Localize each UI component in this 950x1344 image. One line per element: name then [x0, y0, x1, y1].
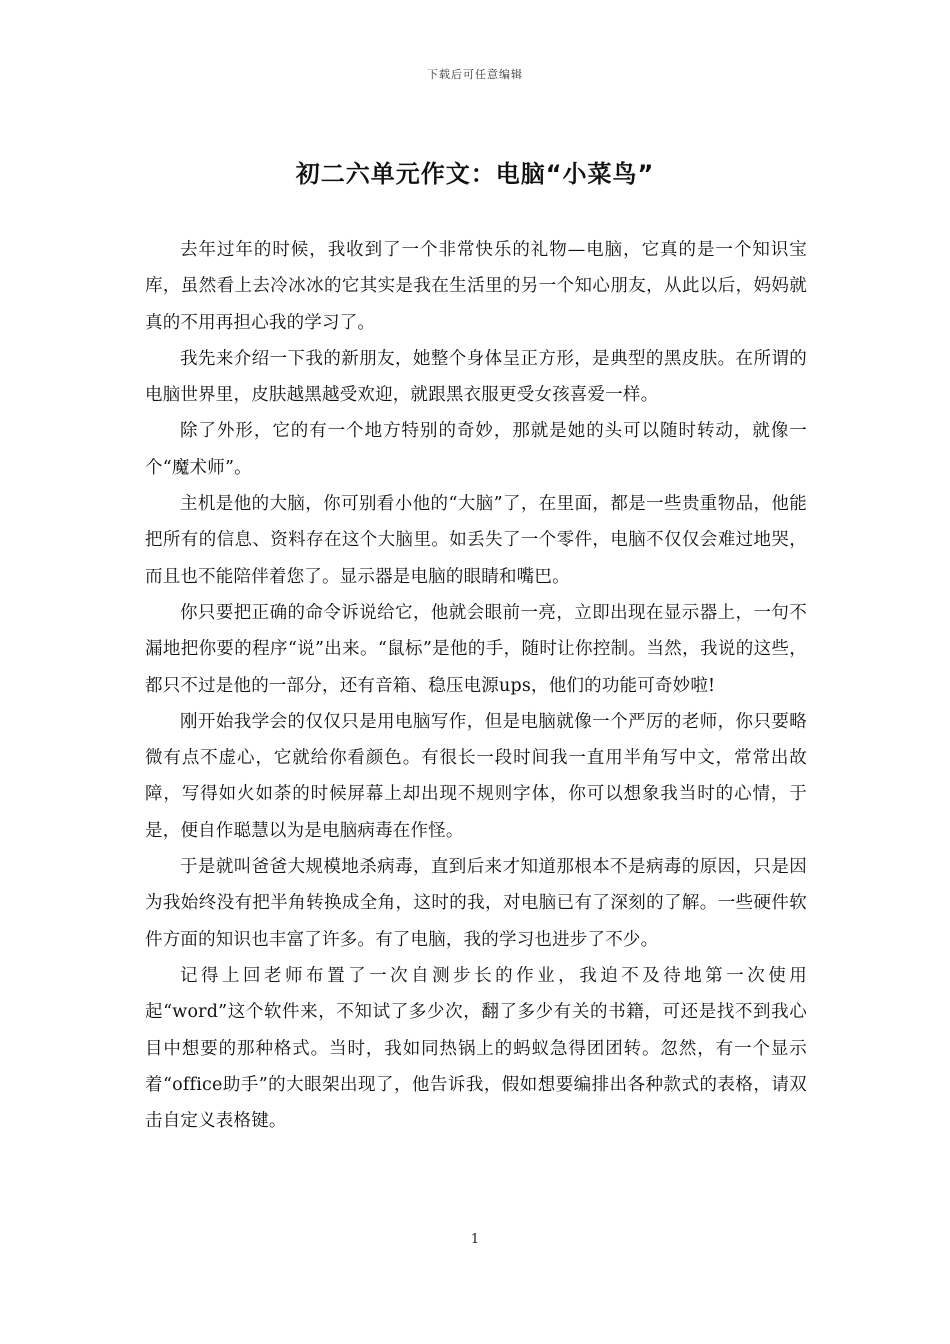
paragraph-1: 去年过年的时候，我收到了一个非常快乐的礼物—电脑，它真的是一个知识宝库，虽然看上去冷冰冰的它其实是我在生活里的另一个知心朋友，从此以后，妈妈就真的不用再担心我的学习了。 — [145, 240, 807, 333]
essay-body — [145, 232, 807, 1139]
paragraph-5: 你只要把正确的命令诉说给它，他就会眼前一亮，立即出现在显示器上，一句不漏地把你要的程序“说”出来。“鼠标”是他的手，随时让你控制。当然，我说的这些，都只不过是他的一部分，还有音箱、稳压电源ups，他们的功能可奇妙啦! — [145, 602, 807, 696]
paragraph-3: 除了外形，它的有一个地方特别的奇妙，那就是她的头可以随时转动，就像一个“魔术师”。 — [145, 421, 807, 478]
paragraph-8: 记得上回老师布置了一次自测步长的作业，我迫不及待地第一次使用起“word”这个软件来，不知试了多少次，翻了多少有关的书籍，可还是找不到我心目中想要的那种格式。当时，我如同热锅上的蚂蚁急得团团转。忽然，有一个显示着“office助手”的大眼架出现了，他告诉我，假如想要编排出各种款式的表格，请双击自定义表格键。 — [145, 965, 807, 1132]
header-note: 下载后可任意编辑 — [427, 68, 523, 81]
paragraph-4: 主机是他的大脑，你可别看小他的“大脑”了，在里面，都是一些贵重物品，他能把所有的信息、资料存在这个大脑里。如丢失了一个零件，电脑不仅仅会难过地哭，而且也不能陪伴着您了。显示器是电脑的眼睛和嘴巴。 — [145, 494, 807, 587]
page-number: 1 — [470, 1232, 480, 1247]
essay-title: 初二六单元作文：电脑“小菜鸟” — [295, 160, 655, 188]
paragraph-2: 我先来介绍一下我的新朋友，她整个身体呈正方形，是典型的黑皮肤。在所谓的电脑世界里，皮肤越黑越受欢迎，就跟黑衣服更受女孩喜爱一样。 — [145, 348, 807, 406]
paragraph-7: 于是就叫爸爸大规模地杀病毒，直到后来才知道那根本不是病毒的原因，只是因为我始终没有把半角转换成全角，这时的我，对电脑已有了深刻的了解。一些硬件软件方面的知识也丰富了许多。有了电脑，我的学习也进步了不少。 — [145, 857, 807, 950]
paragraph-6: 刚开始我学会的仅仅只是用电脑写作，但是电脑就像一个严厉的老师，你只要略微有点不虚心，它就给你看颜色。有很长一段时间我一直用半角写中文，常常出故障，写得如火如荼的时候屏幕上却出现不规则字体，你可以想象我当时的心情，于是，便自作聪慧以为是电脑病毒在作怪。 — [145, 711, 807, 841]
